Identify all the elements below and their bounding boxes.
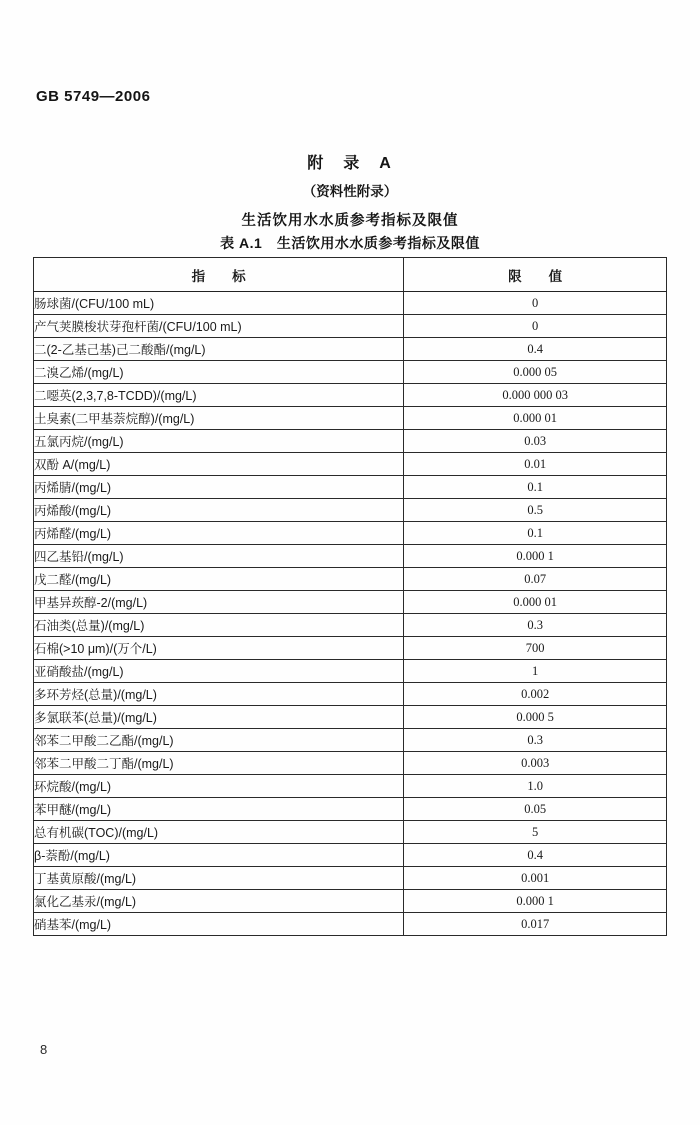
table-row: [34, 499, 667, 522]
reference-limits-table: [33, 257, 667, 936]
limit-cell: 0.03: [404, 430, 667, 453]
table-row: [34, 545, 667, 568]
table-body: [34, 292, 667, 936]
limit-cell: 0.003: [404, 752, 667, 775]
indicator-cell: β-萘酚/(mg/L): [34, 844, 404, 867]
indicator-cell: 五氯丙烷/(mg/L): [34, 430, 404, 453]
table-row: [34, 867, 667, 890]
table-row: [34, 683, 667, 706]
indicator-cell: 硝基苯/(mg/L): [34, 913, 404, 936]
indicator-cell: 环烷酸/(mg/L): [34, 775, 404, 798]
indicator-cell: 二噁英(2,3,7,8-TCDD)/(mg/L): [34, 384, 404, 407]
limit-cell: 0.000 000 03: [404, 384, 667, 407]
limit-cell: 0: [404, 315, 667, 338]
indicator-cell: 丁基黄原酸/(mg/L): [34, 867, 404, 890]
limit-cell: 0.5: [404, 499, 667, 522]
table-row: [34, 453, 667, 476]
limit-cell: 0.4: [404, 844, 667, 867]
appendix-heading: 生活饮用水水质参考指标及限值: [241, 213, 459, 229]
limit-cell: 0.05: [404, 798, 667, 821]
appendix-title: 附 录 A: [307, 155, 393, 172]
table-row: [34, 430, 667, 453]
table-row: [34, 821, 667, 844]
table-row: [34, 407, 667, 430]
indicator-cell: 石棉(>10 μm)/(万个/L): [34, 637, 404, 660]
table-row: [34, 844, 667, 867]
indicator-cell: 氯化乙基汞/(mg/L): [34, 890, 404, 913]
limit-cell: 0.01: [404, 453, 667, 476]
standard-number: GB 5749—2006: [36, 88, 151, 105]
indicator-cell: 二(2-乙基己基)己二酸酯/(mg/L): [34, 338, 404, 361]
column-header-indicator: 指 标: [34, 258, 404, 292]
limit-cell: 0.002: [404, 683, 667, 706]
limit-cell: 0.000 1: [404, 890, 667, 913]
limit-cell: 1.0: [404, 775, 667, 798]
table-row: [34, 591, 667, 614]
table-row: [34, 913, 667, 936]
table-row: [34, 660, 667, 683]
indicator-cell: 戊二醛/(mg/L): [34, 568, 404, 591]
table-row: [34, 568, 667, 591]
table-row: [34, 729, 667, 752]
indicator-cell: 丙烯酸/(mg/L): [34, 499, 404, 522]
limit-cell: 0.001: [404, 867, 667, 890]
table-row: [34, 798, 667, 821]
table-caption: 表 A.1 生活饮用水水质参考指标及限值: [220, 235, 480, 251]
table-row: [34, 614, 667, 637]
table-row: [34, 476, 667, 499]
limit-cell: 0.000 05: [404, 361, 667, 384]
limit-cell: 0: [404, 292, 667, 315]
appendix-subtitle: （资料性附录）: [302, 184, 398, 199]
indicator-cell: 四乙基铅/(mg/L): [34, 545, 404, 568]
indicator-cell: 多环芳烃(总量)/(mg/L): [34, 683, 404, 706]
indicator-cell: 邻苯二甲酸二乙酯/(mg/L): [34, 729, 404, 752]
table-row: [34, 315, 667, 338]
limit-cell: 5: [404, 821, 667, 844]
indicator-cell: 肠球菌/(CFU/100 mL): [34, 292, 404, 315]
limit-cell: 0.1: [404, 522, 667, 545]
limit-cell: 0.4: [404, 338, 667, 361]
table-row: [34, 752, 667, 775]
indicator-cell: 二溴乙烯/(mg/L): [34, 361, 404, 384]
limit-cell: 0.000 01: [404, 407, 667, 430]
table-header-row: [34, 258, 667, 292]
indicator-cell: 甲基异莰醇-2/(mg/L): [34, 591, 404, 614]
limit-cell: 0.000 1: [404, 545, 667, 568]
limit-cell: 0.000 01: [404, 591, 667, 614]
limit-cell: 1: [404, 660, 667, 683]
limit-cell: 0.07: [404, 568, 667, 591]
table-row: [34, 637, 667, 660]
table-row: [34, 338, 667, 361]
limit-cell: 0.3: [404, 729, 667, 752]
indicator-cell: 苯甲醚/(mg/L): [34, 798, 404, 821]
indicator-cell: 丙烯醛/(mg/L): [34, 522, 404, 545]
limit-cell: 0.000 5: [404, 706, 667, 729]
table-row: [34, 292, 667, 315]
indicator-cell: 邻苯二甲酸二丁酯/(mg/L): [34, 752, 404, 775]
indicator-cell: 亚硝酸盐/(mg/L): [34, 660, 404, 683]
table-row: [34, 706, 667, 729]
table-row: [34, 384, 667, 407]
limit-cell: 0.017: [404, 913, 667, 936]
limit-cell: 0.3: [404, 614, 667, 637]
limit-cell: 700: [404, 637, 667, 660]
limit-cell: 0.1: [404, 476, 667, 499]
indicator-cell: 土臭素(二甲基萘烷醇)/(mg/L): [34, 407, 404, 430]
indicator-cell: 多氯联苯(总量)/(mg/L): [34, 706, 404, 729]
indicator-cell: 产气荚膜梭状芽孢杆菌/(CFU/100 mL): [34, 315, 404, 338]
table-row: [34, 361, 667, 384]
column-header-limit: 限 值: [404, 258, 667, 292]
appendix-title-block: [0, 150, 700, 230]
indicator-cell: 双酚 A/(mg/L): [34, 453, 404, 476]
indicator-cell: 总有机碳(TOC)/(mg/L): [34, 821, 404, 844]
table-row: [34, 775, 667, 798]
table-row: [34, 890, 667, 913]
indicator-cell: 丙烯腈/(mg/L): [34, 476, 404, 499]
indicator-cell: 石油类(总量)/(mg/L): [34, 614, 404, 637]
table-row: [34, 522, 667, 545]
page-number: 8: [40, 1042, 48, 1057]
